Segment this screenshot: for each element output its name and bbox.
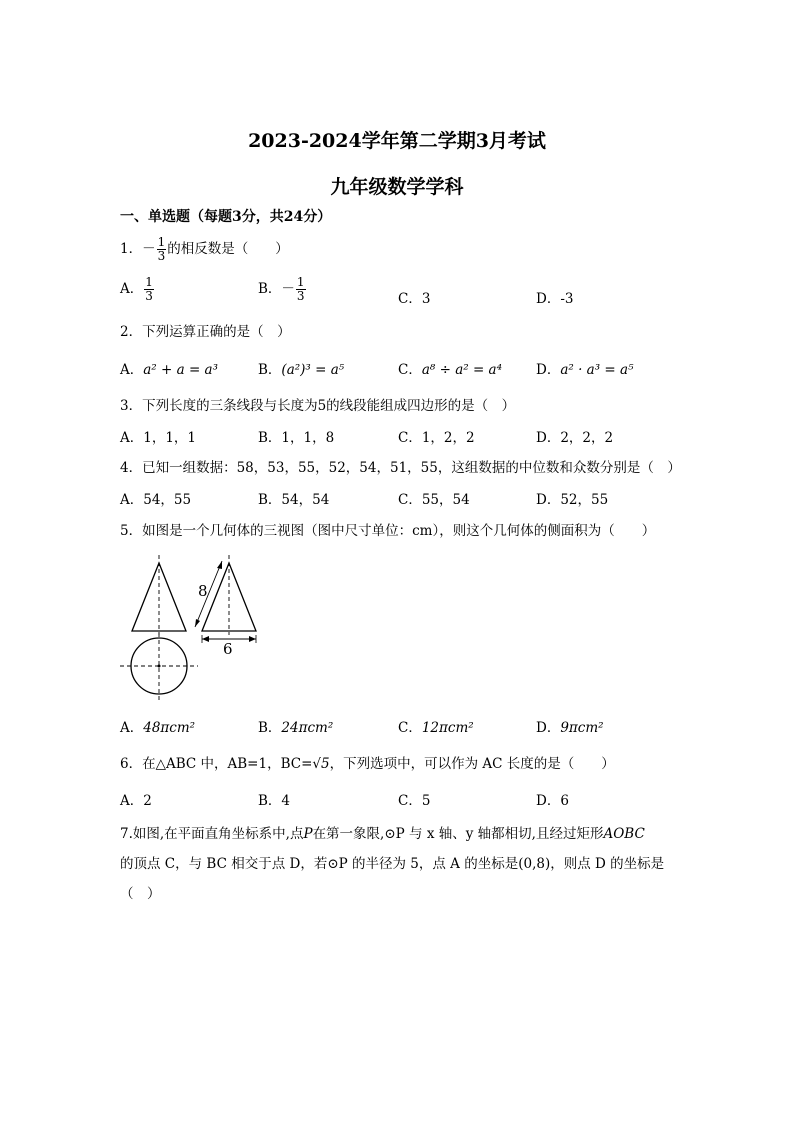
option-label: A． [120,362,144,378]
denominator: 3 [296,289,305,303]
center-point [158,665,161,668]
option-a[interactable] [120,358,218,378]
coordinate: (0,8) [518,856,551,872]
option-label: A． [120,281,144,297]
question-number: 1． [120,241,143,257]
fraction [144,276,154,303]
option-d[interactable] [536,716,604,736]
option-d[interactable]: D．-3 [536,291,574,307]
option-d[interactable]: D．6 [536,793,569,809]
option-label: A． [120,720,144,736]
three-view-drawing [118,553,268,708]
question-7-line-1 [120,822,645,842]
question-text: 的顶点 C，与 BC 相交于点 D，若⊙P 的半径为 5，点 A 的坐标是 [120,856,519,872]
math-expression: a⁸ ÷ a² = a⁴ [421,362,503,378]
option-a[interactable]: A．1，1，1 [120,430,197,446]
option-c[interactable]: C．3 [398,291,431,307]
question-text: 6．在△ABC 中，AB=1，BC= [120,756,313,772]
minus-sign: － [142,241,156,257]
option-d[interactable]: D．2，2，2 [536,430,614,446]
question-3: 3．下列长度的三条线段与长度为5的线段能组成四边形的是（ ） [120,398,516,414]
numerator: 1 [157,235,166,249]
question-7-line-2 [120,852,664,872]
denominator: 3 [145,289,153,303]
option-c[interactable] [398,716,474,736]
rectangle-label: AOBC [603,826,645,842]
fraction [296,276,306,303]
sqrt-expression: √5 [312,756,330,772]
arrow-head [217,561,222,569]
arrow-head [195,619,200,627]
question-2: 2．下列运算正确的是（ ） [120,324,291,340]
denominator: 3 [157,249,166,263]
math-expression: a² + a = a³ [143,362,219,378]
option-a[interactable]: A．54，55 [120,492,192,508]
option-c[interactable]: C．1，2，2 [398,430,475,446]
option-d[interactable] [536,358,633,378]
q1-options [120,275,680,307]
minus-sign: － [281,281,295,297]
option-label: B． [258,362,282,378]
option-b[interactable]: B．1，1，8 [258,430,335,446]
option-b[interactable] [258,276,307,303]
question-text: ，则点 D 的坐标是 [550,856,665,872]
option-b[interactable]: B．4 [258,793,291,809]
section-heading: 一、单选题（每题3分，共24分） [120,209,332,225]
arrow-head [202,636,209,642]
option-value: 24πcm² [281,720,334,736]
option-label: B． [258,281,282,297]
question-text: 在第一象限,⊙P 与 x 轴、y 轴都相切,且经过矩形 [312,826,604,842]
option-value: 48πcm² [143,720,196,736]
base-label: 6 [223,640,233,658]
option-label: C． [398,362,422,378]
question-text: 的相反数是（ ） [167,241,289,257]
option-b[interactable]: B．54，54 [258,492,330,508]
arrow-head [249,636,256,642]
option-c[interactable]: C．55，54 [398,492,470,508]
fraction [157,236,167,263]
numerator: 1 [296,275,305,289]
slant-label: 8 [198,582,208,600]
option-c[interactable] [398,358,502,378]
math-expression: (a²)³ = a⁵ [281,362,345,378]
option-label: B． [258,720,282,736]
question-text: ，下列选项中，可以作为 AC 长度的是（ ） [329,756,615,772]
option-a[interactable]: A．2 [120,793,152,809]
q3-options [120,426,680,450]
question-6 [120,752,615,772]
math-expression: a² · a³ = a⁵ [560,362,634,378]
option-a[interactable] [120,276,155,303]
question-7-line-3: （ ） [120,886,161,902]
option-value: 9πcm² [560,720,604,736]
q4-options [120,488,680,512]
question-4: 4．已知一组数据：58，53，55，52，54，51，55，这组数据的中位数和众数分别是（ ） [120,460,681,476]
q6-options [120,789,680,813]
question-text: 7.如图,在平面直角坐标系中,点 [120,826,304,842]
option-label: D． [536,362,561,378]
question-5: 5．如图是一个几何体的三视图（图中尺寸单位：cm），则这个几何体的侧面积为（ ） [120,523,656,539]
q5-options [120,716,680,740]
three-view-figure [118,553,268,712]
q2-options [120,358,680,382]
option-d[interactable]: D．52，55 [536,492,609,508]
option-b[interactable] [258,358,344,378]
option-c[interactable]: C．5 [398,793,431,809]
option-label: D． [536,720,561,736]
point-label: P [303,826,313,842]
option-a[interactable] [120,716,195,736]
question-1 [120,236,289,263]
option-value: 12πcm² [421,720,474,736]
exam-title: 2023-2024学年第二学期3月考试 [248,130,546,152]
option-b[interactable] [258,716,333,736]
option-label: C． [398,720,422,736]
exam-subtitle: 九年级数学学科 [330,176,464,198]
numerator: 1 [145,275,153,289]
